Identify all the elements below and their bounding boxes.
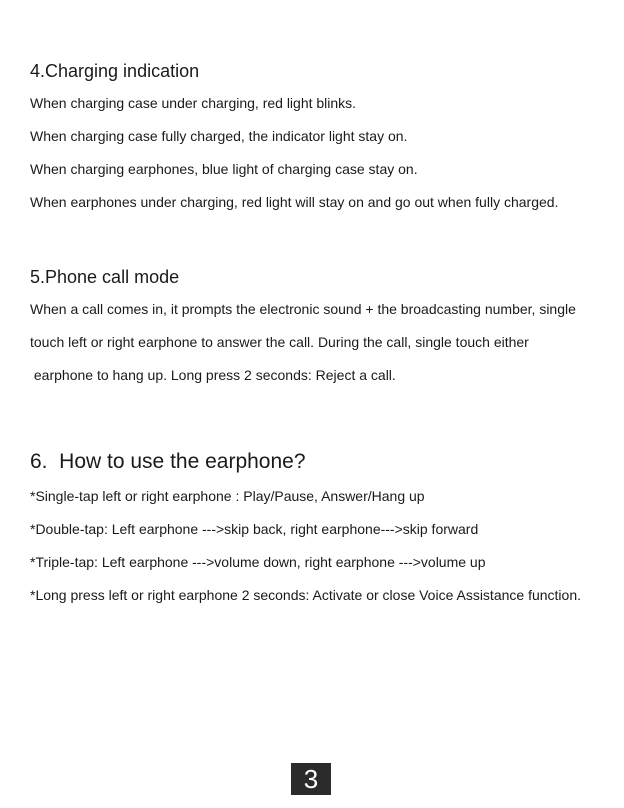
section-how-to-use bbox=[30, 449, 610, 619]
paragraph-line: *Triple-tap: Left earphone --->volume down, right earphone --->volume up bbox=[30, 554, 486, 570]
paragraph-line: When charging case under charging, red light blinks. bbox=[30, 95, 357, 111]
paragraph-line: *Double-tap: Left earphone --->skip back, right earphone--->skip forward bbox=[30, 521, 479, 537]
paragraph-line: earphone to hang up. Long press 2 seconds: Reject a call. bbox=[30, 367, 396, 383]
paragraph-line: When charging case fully charged, the indicator light stay on. bbox=[30, 128, 408, 144]
section-phone-call-mode bbox=[30, 266, 610, 399]
page-number: 3 bbox=[291, 763, 331, 795]
paragraph-line: When a call comes in, it prompts the electronic sound + the broadcasting number, single bbox=[30, 301, 576, 317]
paragraph-line: When earphones under charging, red light will stay on and go out when fully charged. bbox=[30, 194, 559, 210]
paragraph-line: *Single-tap left or right earphone : Play/Pause, Answer/Hang up bbox=[30, 488, 425, 504]
section-heading: 6. How to use the earphone? bbox=[30, 450, 306, 473]
paragraph-line: touch left or right earphone to answer the call. During the call, single touch either bbox=[30, 334, 529, 350]
paragraph-line: *Long press left or right earphone 2 seconds: Activate or close Voice Assistance function. bbox=[30, 587, 581, 603]
section-charging-indication bbox=[30, 60, 610, 226]
section-heading: 5.Phone call mode bbox=[30, 267, 180, 287]
paragraph-line: When charging earphones, blue light of charging case stay on. bbox=[30, 161, 418, 177]
section-heading: 4.Charging indication bbox=[30, 61, 200, 81]
